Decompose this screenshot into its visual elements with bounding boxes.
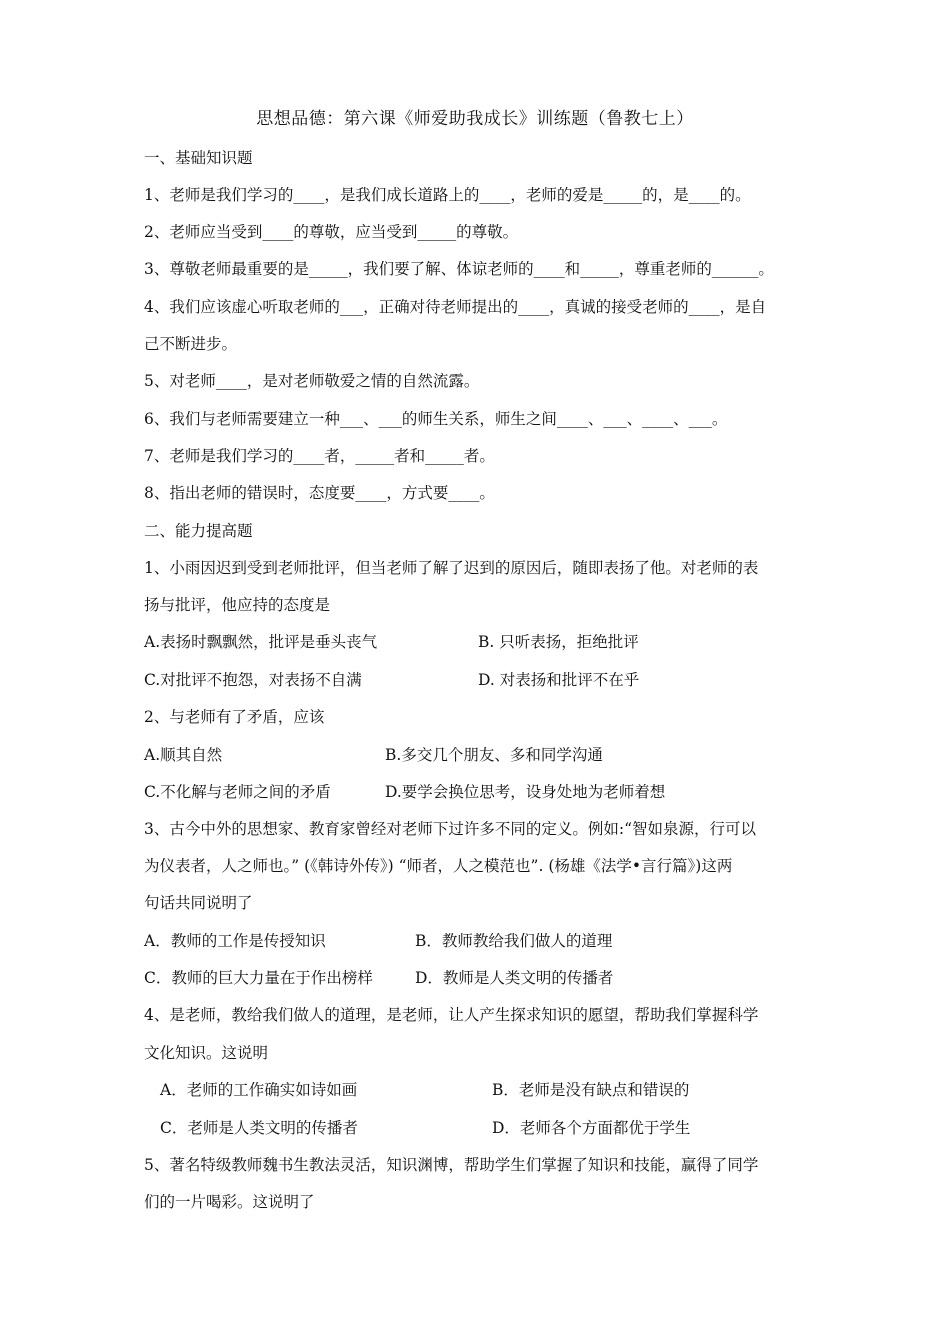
q1-option-a: A.表扬时飘飘然，批评是垂头丧气 (144, 633, 378, 651)
basic-question-5: 5、对老师____，是对老师敬爱之情的自然流露。 (144, 372, 480, 390)
advanced-question-2: 2、与老师有了矛盾，应该 (144, 708, 325, 726)
advanced-question-4: 4、是老师，教给我们做人的道理，是老师，让人产生探求知识的愿望，帮助我们掌握科学 (144, 1006, 759, 1024)
q2-option-d: D.要学会换位思考，设身处地为老师着想 (385, 783, 666, 801)
basic-question-4: 4、我们应该虚心听取老师的___，正确对待老师提出的____，真诚的接受老师的____，是自 (144, 298, 767, 316)
section-heading-advanced: 二、能力提高题 (144, 522, 253, 540)
advanced-question-5: 5、著名特级教师魏书生教法灵活，知识渊博，帮助学生们掌握了知识和技能，赢得了同学 (144, 1156, 759, 1174)
page-title: 思想品德：第六课《师爱助我成长》训练题（鲁教七上） (256, 109, 694, 129)
basic-question-3: 3、尊敬老师最重要的是_____，我们要了解、体谅老师的____和_____，尊重老师的______。 (144, 260, 774, 278)
q2-option-b: B.多交几个朋友、多和同学沟通 (385, 746, 603, 764)
advanced-question-3-cont1: 为仪表者，人之师也。” (《韩诗外传》) “师者，人之模范也”. (杨雄《法学•言行篇》)这两 (144, 857, 733, 875)
basic-question-1: 1、老师是我们学习的____，是我们成长道路上的____，老师的爱是_____的，是____的。 (144, 186, 751, 204)
basic-question-7: 7、老师是我们学习的____者，_____者和_____者。 (144, 447, 495, 465)
advanced-question-4-cont: 文化知识。这说明 (144, 1044, 269, 1062)
advanced-question-1: 1、小雨因迟到受到老师批评，但当老师了解了迟到的原因后，随即表扬了他。对老师的表 (144, 559, 759, 577)
q3-option-b: B．教师教给我们做人的道理 (415, 932, 613, 950)
q4-option-c: C．老师是人类文明的传播者 (160, 1119, 358, 1137)
q4-option-b: B．老师是没有缺点和错误的 (492, 1081, 690, 1099)
basic-question-8: 8、指出老师的错误时，态度要____，方式要____。 (144, 484, 495, 502)
q4-option-d: D．老师各个方面都优于学生 (492, 1119, 691, 1137)
q3-option-d: D．教师是人类文明的传播者 (415, 969, 614, 987)
q1-option-d: D. 对表扬和批评不在乎 (478, 671, 640, 689)
q1-option-b: B. 只听表扬，拒绝批评 (478, 633, 639, 651)
q3-option-a: A．教师的工作是传授知识 (144, 932, 326, 950)
advanced-question-5-cont: 们的一片喝彩。这说明了 (144, 1193, 315, 1211)
section-heading-basic: 一、基础知识题 (144, 149, 253, 167)
advanced-question-3-cont2: 句话共同说明了 (144, 894, 253, 912)
q3-option-c: C．教师的巨大力量在于作出榜样 (144, 969, 373, 987)
q2-option-a: A.顺其自然 (144, 746, 223, 764)
q4-option-a: A．老师的工作确实如诗如画 (160, 1081, 358, 1099)
basic-question-2: 2、老师应当受到____的尊敬，应当受到_____的尊敬。 (144, 223, 519, 241)
advanced-question-3: 3、古今中外的思想家、教育家曾经对老师下过许多不同的定义。例如:“智如泉源，行可以 (144, 820, 757, 838)
advanced-question-1-cont: 扬与批评，他应持的态度是 (144, 596, 331, 614)
basic-question-6: 6、我们与老师需要建立一种___、___的师生关系，师生之间____、___、____、___。 (144, 410, 728, 428)
q2-option-c: C.不化解与老师之间的矛盾 (144, 783, 331, 801)
q1-option-c: C.对批评不抱怨，对表扬不自满 (144, 671, 362, 689)
basic-question-4-cont: 己不断进步。 (144, 335, 238, 353)
